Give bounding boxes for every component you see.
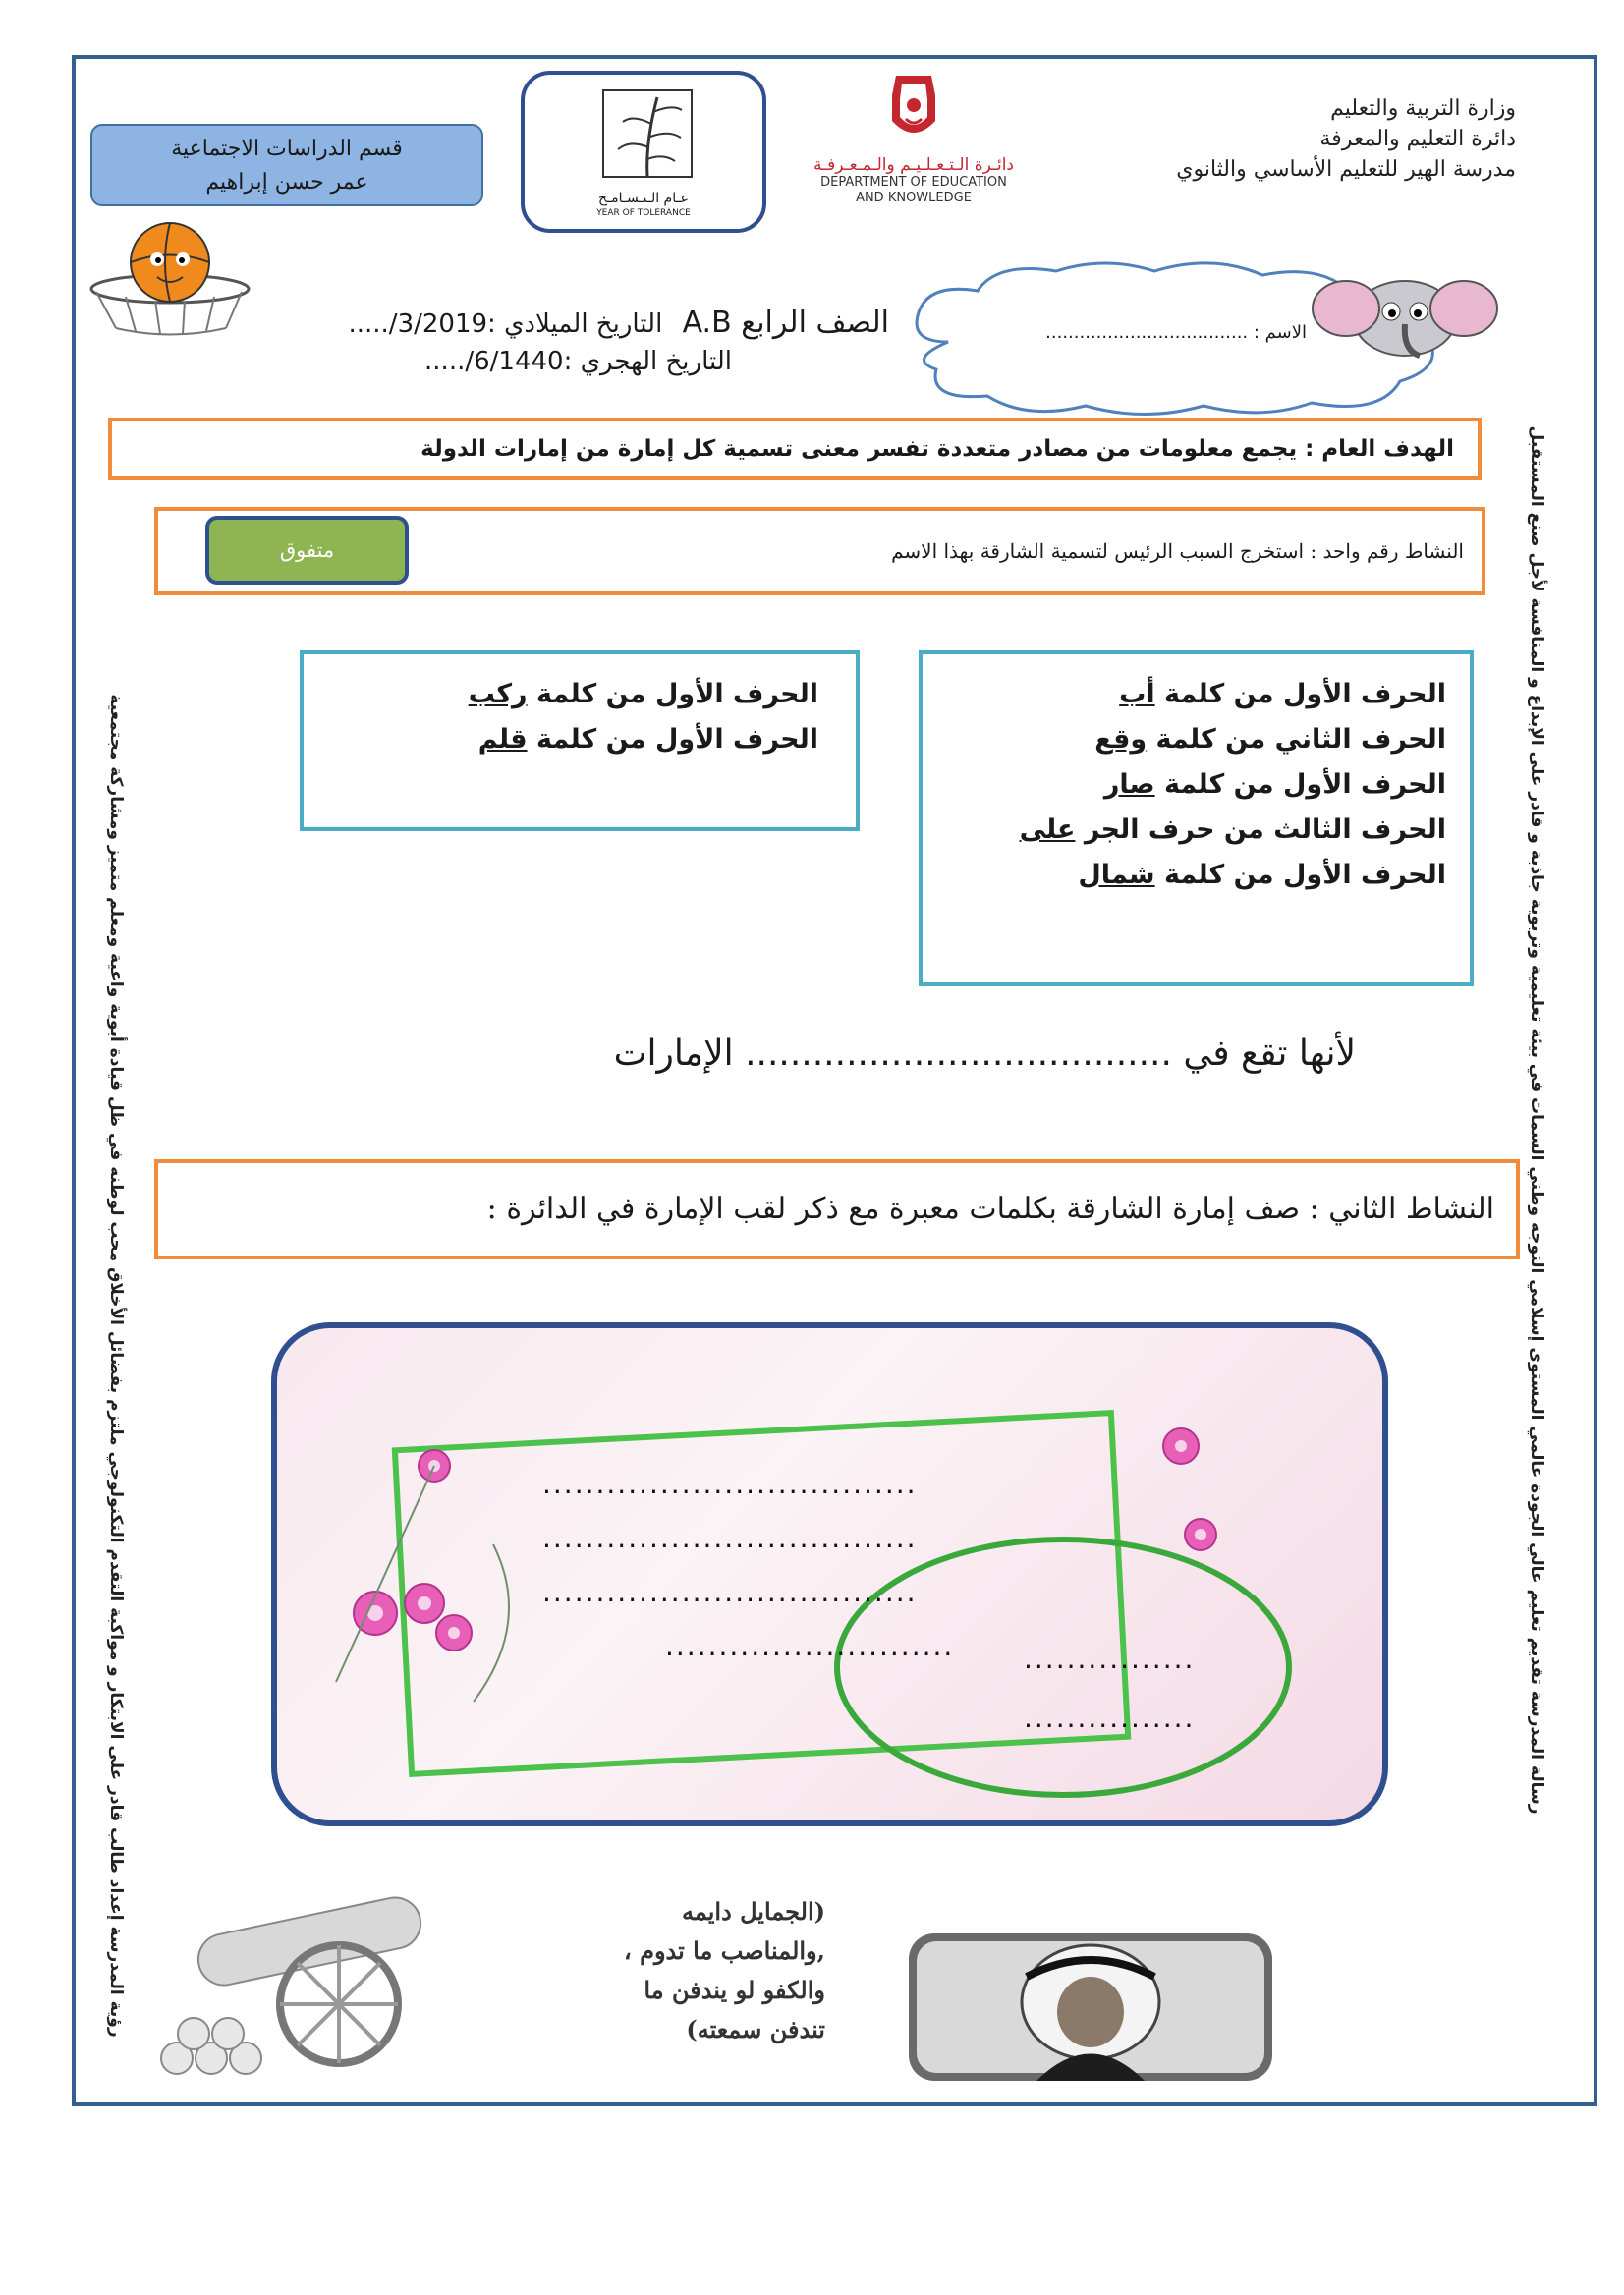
date-gregorian: التاريخ الميلادي :3/2019/.....	[348, 309, 663, 339]
emblem-icon	[786, 67, 1041, 155]
clue-word: أب	[1119, 679, 1155, 709]
clue-word: وقع	[1094, 724, 1148, 755]
circle-line-1[interactable]: ................	[1024, 1643, 1196, 1675]
general-objective: الهدف العام : يجمع معلومات من مصادر متعددة تفسر معنى تسمية كل إمارة من إمارات الدولة	[108, 418, 1482, 480]
clue-line: الحرف الأول من كلمة ركب	[468, 679, 818, 709]
writing-card	[271, 1322, 1388, 1826]
writing-line-2[interactable]: ...................................	[542, 1522, 918, 1554]
writing-line-3[interactable]: ...................................	[542, 1576, 918, 1608]
department-logo	[786, 67, 1041, 214]
clues-right-box	[919, 650, 1474, 986]
clue-line: الحرف الأول من كلمة شمال	[1078, 860, 1446, 890]
grade-block	[251, 305, 889, 380]
answer-line[interactable]	[432, 1034, 1356, 1074]
clue-line: الحرف الأول من كلمة أب	[1119, 679, 1446, 709]
clue-word: شمال	[1078, 860, 1155, 890]
teacher-name: عمر حسن إبراهيم	[205, 170, 368, 195]
department-logo-english-1: DEPARTMENT OF EDUCATION	[820, 175, 1007, 190]
excellent-badge: متفوق	[205, 516, 409, 585]
name-label: الاسم :	[1253, 322, 1307, 343]
date-hijri: التاريخ الهجري :6/1440/.....	[424, 347, 732, 376]
clue-word: ركب	[468, 679, 528, 709]
clues-left-box	[300, 650, 860, 831]
department-line: دائرة التعليم والمعرفة	[1319, 127, 1516, 151]
poem-line: والكفو لو يندفن ما	[644, 1976, 825, 2004]
poem-line: ,والمناصب ما تدوم ،	[623, 1936, 825, 1965]
department-logo-arabic: دائـرة الـتـعـلـيـم والـمـعـرفـة	[813, 155, 1014, 175]
social-studies-box	[90, 124, 483, 206]
clue-line: الحرف الأول من كلمة قلم	[477, 724, 818, 755]
department-title: قسم الدراسات الاجتماعية	[171, 137, 403, 161]
poem-line: تندفن سمعته)	[686, 2015, 825, 2043]
writing-line-1[interactable]: ...................................	[542, 1468, 918, 1500]
circle-line-2[interactable]: ................	[1024, 1702, 1196, 1734]
clue-line: الحرف الثالث من حرف الجر على	[1019, 814, 1446, 845]
ministry-line: وزارة التربية والتعليم	[1330, 96, 1516, 121]
basketball-icon	[77, 218, 263, 336]
portrait-photo	[909, 1933, 1272, 2081]
ghaf-tree-icon	[579, 83, 706, 191]
school-vision: رؤية المدرسة إعداد طالب قادر على الابتكار و مواكبة التقدم التكنولوجي ملتزم بفضائل الأخلاق محب لوطنه في ظل قيادة أبوية واعية ومعلم متميز ومشاركة مجتمعية	[106, 694, 126, 2038]
flower-frame-decoration	[277, 1328, 1382, 1820]
grade-text: الصف الرابع A.B	[682, 306, 889, 340]
clue-line: الحرف الأول من كلمة صار	[1103, 769, 1446, 800]
grade-label	[251, 305, 889, 343]
writing-line-4[interactable]: ...........................	[665, 1630, 955, 1662]
clue-word: على	[1019, 814, 1076, 845]
poem	[589, 1892, 825, 2049]
school-line: مدرسة الهير للتعليم الأساسي والثانوي	[1176, 157, 1516, 182]
activity-two-prompt: النشاط الثاني : صف إمارة الشارقة بكلمات معبرة مع ذكر لقب الإمارة في الدائرة :	[154, 1159, 1520, 1259]
clue-line: الحرف الثاني من كلمة وقع	[1094, 724, 1446, 755]
name-field[interactable]	[933, 322, 1307, 343]
poem-line: (الجمايل دايمه	[681, 1897, 825, 1926]
activity-one-prompt: النشاط رقم واحد : استخرج السبب الرئيس لتسمية الشارقة بهذا الاسم	[154, 507, 1485, 595]
answer-start: لأنها تقع في	[1183, 1034, 1356, 1074]
answer-end: الإمارات	[613, 1034, 734, 1074]
tolerance-logo-arabic: عـام الـتـسـامـح	[598, 191, 689, 206]
department-logo-english-2: AND KNOWLEDGE	[856, 191, 972, 205]
clue-word: صار	[1103, 769, 1155, 800]
elephant-icon	[1307, 257, 1503, 365]
answer-blank: ......................................	[745, 1034, 1172, 1074]
school-mission: رسالة المدرسة تقديم تعليم عالي الجودة عالمي المستوى إسلامي التوجه وطني السمات في بيئة تعليمية وتربوية جاذبة و قادر على الإبداع و المنافسة لأجل صنع المستقبل	[1527, 425, 1546, 1815]
name-blank: ....................................	[1045, 322, 1249, 343]
cannon-icon	[138, 1886, 462, 2083]
tolerance-logo-english: YEAR OF TOLERANCE	[596, 208, 691, 218]
ministry-header	[1176, 93, 1516, 185]
tolerance-logo-card	[521, 71, 766, 233]
clue-word: قلم	[477, 724, 528, 755]
